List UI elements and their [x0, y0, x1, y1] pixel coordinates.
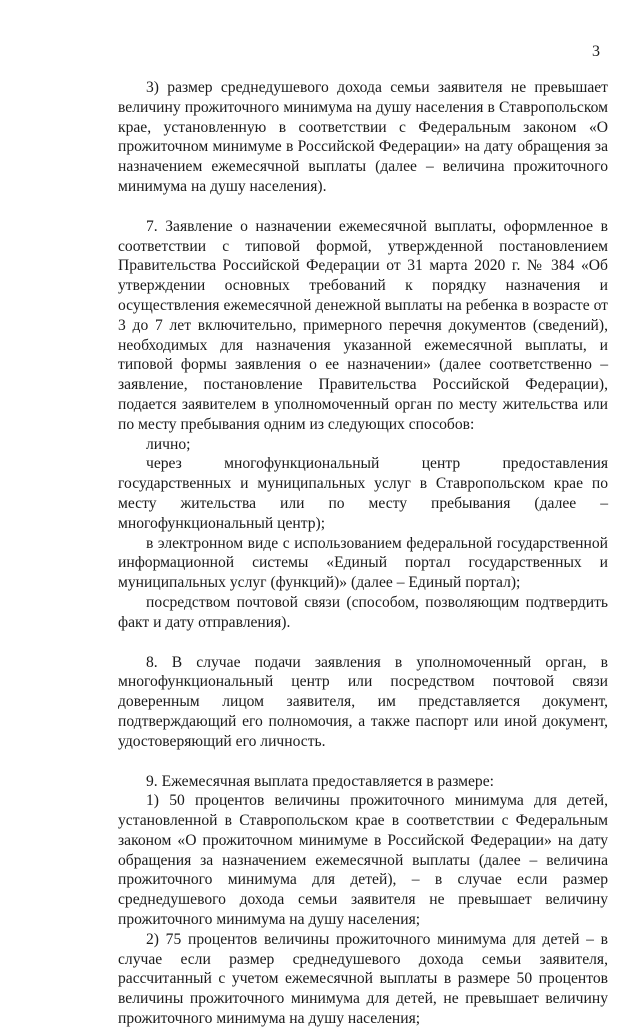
paragraph: лично; [146, 435, 191, 453]
paragraph: 8. В случае подачи заявления в уполномоченный орган, в многофункциональный центр или посредством почтовой связи доверенным лицом заявителя, им представляется документ, подтверждающий его полномочия, а также паспорт или иной документ, удостоверяющий его личность. [118, 653, 608, 750]
paragraph: через многофункциональный центр предоставления государственных и муниципальных услуг в Ставропольском крае по месту жительства или по месту пребывания (далее – многофункциональный центр); [118, 455, 608, 532]
paragraph-spacer [118, 197, 608, 217]
paragraph: в электронном виде с использованием федеральной государственной информационной системы «Единый портал государственных и муниципальных услуг (функций)» (далее – Единый портал); [118, 534, 608, 592]
paragraph: 1) 50 процентов величины прожиточного минимума для детей, установленной в Ставропольском крае в соответствии с Федеральным законом «О прожиточном минимуме в Российской Федерации» на дату обращения за назначением ежемесячной выплаты (далее – величина прожиточного минимума для детей), – в случае если размер среднедушевого дохода семьи заявителя не превышает величину прожиточного минимума на душу населения; [118, 792, 608, 929]
paragraph: 3) размер среднедушевого дохода семьи заявителя не превышает величину прожиточного минимума на душу населения в Ставропольском крае, установленную в соответствии с Федеральным законом «О прожиточном минимуме в Российской Федерации» на дату обращения за назначением ежемесячной выплаты (далее – величина прожиточного минимума на душу населения). [118, 79, 608, 195]
paragraph-spacer [118, 752, 608, 772]
document-body [118, 78, 608, 1029]
paragraph: 9. Ежемесячная выплата предоставляется в размере: [146, 772, 494, 790]
paragraph: посредством почтовой связи (способом, позволяющим подтвердить факт и дату отправления). [118, 593, 608, 631]
paragraph: 7. Заявление о назначении ежемесячной выплаты, оформленное в соответствии с типовой формой, утвержденной постановлением Правительства Российской Федерации от 31 марта 2020 г. № 384 «Об утверждении основных требований к порядку назначения и осуществления ежемесячной денежной выплаты на ребенка в возрасте от 3 до 7 лет включительно, примерного перечня документов (сведений), необходимых для назначения указанной ежемесячной выплаты, и типовой формы заявления о ее назначении» (далее соответственно – заявление, постановление Правительства Российской Федерации), подается заявителем в уполномоченный орган по месту жительства или по месту пребывания одним из следующих способов: [118, 217, 608, 433]
page-number: 3 [592, 43, 600, 60]
paragraph-spacer [118, 633, 608, 653]
paragraph: 2) 75 процентов величины прожиточного минимума для детей – в случае если размер среднедушевого дохода семьи заявителя, рассчитанный с учетом ежемесячной выплаты в размере 50 процентов величины прожиточного минимума для детей, не превышает величину прожиточного минимума на душу населения; [118, 930, 608, 1028]
